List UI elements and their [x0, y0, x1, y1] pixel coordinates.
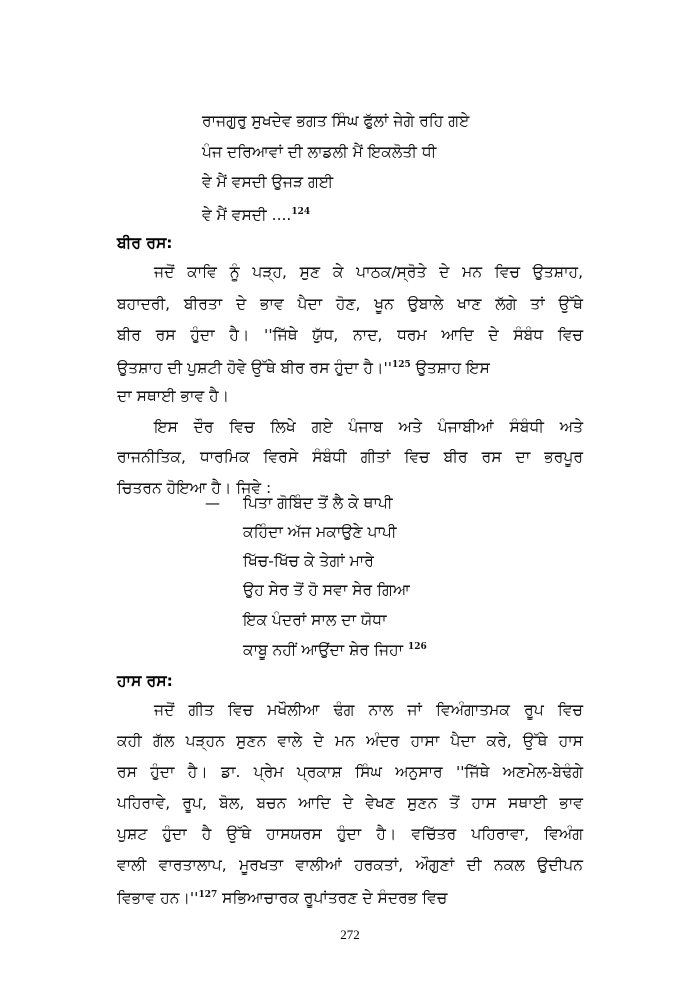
poem2-line-5: ਇਕ ਪੰਦਰਾਂ ਸਾਲ ਦਾ ਯੋਧਾ [243, 611, 387, 629]
paragraph-line: ਕਹੀ ਗੱਲ ਪੜ੍ਹਨ ਸੁਣਨ ਵਾਲੇ ਦੇ ਮਨ ਅੰਦਰ ਹਾਸਾ ਪੈਦਾ ਕਰੇ, ਉੱਥੇ ਹਾਸ [117, 732, 583, 750]
paragraph-line: ਰਸ ਹੁੰਦਾ ਹੈ। ਡਾ. ਪ੍ਰੇਮ ਪ੍ਰਕਾਸ਼ ਸਿੰਘ ਅਨੁਸਾਰ ''ਜਿੱਥੇ ਅਣਮੇਲ-ਬੇਢੰਗੇ [117, 763, 583, 781]
poem-line-4 [202, 202, 310, 225]
paragraph-text: ਵਿਭਾਵ ਹਨ।'' [117, 889, 199, 908]
paragraph-text: ਉਤਸ਼ਾਹ ਦੀ ਪੁਸ਼ਟੀ ਹੋਵੇ ਉੱਥੇ ਬੀਰ ਰਸ ਹੁੰਦਾ ਹੈ।'' [117, 359, 392, 378]
page-number: 272 [340, 927, 360, 942]
paragraph-line: ਬੀਰ ਰਸ ਹੁੰਦਾ ਹੈ। ''ਜਿੱਥੇ ਯੁੱਧ, ਨਾਦ, ਧਰਮ ਆਦਿ ਦੇ ਸੰਬੰਧ ਵਿਚ [117, 326, 583, 344]
section-heading-haas-ras: ਹਾਸ ਰਸ: [117, 672, 173, 690]
poem-line-4-text: ਵੇ ਮੈਂ ਵਸਦੀ .... [202, 206, 292, 225]
paragraph-line [117, 355, 583, 378]
paragraph-line: ਇਸ ਦੌਰ ਵਿਚ ਲਿਖੇ ਗਏ ਪੰਜਾਬ ਅਤੇ ਪੰਜਾਬੀਆਂ ਸੰਬੰਧੀ ਅਤੇ [154, 418, 583, 436]
paragraph-line: ਰਾਜਨੀਤਿਕ, ਧਾਰਮਿਕ ਵਿਰਸੇ ਸੰਬੰਧੀ ਗੀਤਾਂ ਵਿਚ ਬੀਰ ਰਸ ਦਾ ਭਰਪੂਰ [117, 448, 583, 466]
poem-line-3: ਵੇ ਮੈਂ ਵਸਦੀ ਉਜੜ ਗਈ [202, 173, 334, 191]
paragraph-line: ਜਦੋਂ ਗੀਤ ਵਿਚ ਮਖੌਲੀਆ ਢੰਗ ਨਾਲ ਜਾਂ ਵਿਅੰਗਾਤਮਕ ਰੂਪ ਵਿਚ [154, 701, 583, 719]
footnote-ref: 125 [392, 360, 411, 370]
poem2-line-4: ਉਹ ਸੇਰ ਤੋਂ ਹੋ ਸਵਾ ਸੇਰ ਗਿਆ [243, 581, 410, 599]
paragraph-line: ਦਾ ਸਥਾਈ ਭਾਵ ਹੈ। [117, 387, 230, 405]
poem-line-2: ਪੰਜ ਦਰਿਆਵਾਂ ਦੀ ਲਾਡਲੀ ਮੈਂ ਇਕਲੋਤੀ ਧੀ [202, 143, 437, 161]
paragraph-text: ਉਤਸ਼ਾਹ ਇਸ [410, 359, 490, 378]
footnote-ref: 124 [291, 207, 311, 217]
paragraph-line: ਜਦੋਂ ਕਾਵਿ ਨੂੰ ਪੜ੍ਹ, ਸੁਣ ਕੇ ਪਾਠਕ/ਸ੍ਰੋਤੇ ਦੇ ਮਨ ਵਿਚ ਉਤਸ਼ਾਹ, [154, 263, 583, 281]
poem2-line-1: ਪਿਤਾ ਗੋਬਿੰਦ ਤੋਂ ਲੈ ਕੇ ਥਾਪੀ [243, 494, 393, 512]
paragraph-line [117, 885, 583, 908]
section-heading-bir-ras: ਬੀਰ ਰਸ: [117, 234, 173, 252]
paragraph-line: ਚਿਤਰਨ ਹੋਇਆ ਹੈ। ਜਿਵੇ : [117, 479, 272, 497]
paragraph-line: ਪੁਸ਼ਟ ਹੁੰਦਾ ਹੈ ਉੱਥੇ ਹਾਸਯਰਸ ਹੁੰਦਾ ਹੈ। ਵਚਿੱਤਰ ਪਹਿਰਾਵਾ, ਵਿਅੰਗ [117, 825, 583, 843]
poem2-line-6 [243, 637, 427, 660]
poem-text: ਕਾਬੂ ਨਹੀਂ ਆਉਂਦਾ ਸ਼ੇਰ ਜਿਹਾ [243, 641, 404, 660]
paragraph-text: ਸਭਿਆਚਾਰਕ ਰੂਪਾਂਤਰਣ ਦੇ ਸੰਦਰਭ ਵਿਚ [217, 889, 448, 908]
poem2-line-2: ਕਹਿੰਦਾ ਅੱਜ ਮਕਾਉਣੇ ਪਾਪੀ [243, 523, 397, 541]
paragraph-line: ਪਹਿਰਾਵੇ, ਰੂਪ, ਬੋਲ, ਬਚਨ ਆਦਿ ਦੇ ਵੇਖਣ ਸੁਣਨ ਤੋਂ ਹਾਸ ਸਥਾਈ ਭਾਵ [117, 794, 583, 812]
paragraph-line: ਬਹਾਦਰੀ, ਬੀਰਤਾ ਦੇ ਭਾਵ ਪੈਦਾ ਹੋਣ, ਖੂਨ ਉਬਾਲੇ ਖਾਣ ਲੱਗੇ ਤਾਂ ਉੱਥੇ [117, 295, 583, 313]
poem2-line-3: ਖਿੱਚ-ਖਿੱਚ ਕੇ ਤੇਗਾਂ ਮਾਰੇ [243, 552, 374, 570]
poem-line-1: ਰਾਜਗੁਰੁ ਸੁਖਦੇਵ ਭਗਤ ਸਿੰਘ ਫੁੱਲਾਂ ਜੇਗੇ ਰਹਿ ਗਏ [202, 112, 470, 130]
paragraph-line: ਵਾਲੀ ਵਾਰਤਾਲਾਪ, ਮੂਰਖਤਾ ਵਾਲੀਆਂ ਹਰਕਤਾਂ, ਔਗੁਣਾਂ ਦੀ ਨਕਲ ਉਦੀਪਨ [117, 856, 583, 874]
poem-dash: — [205, 494, 220, 512]
footnote-ref: 126 [407, 642, 427, 652]
footnote-ref: 127 [198, 890, 218, 900]
